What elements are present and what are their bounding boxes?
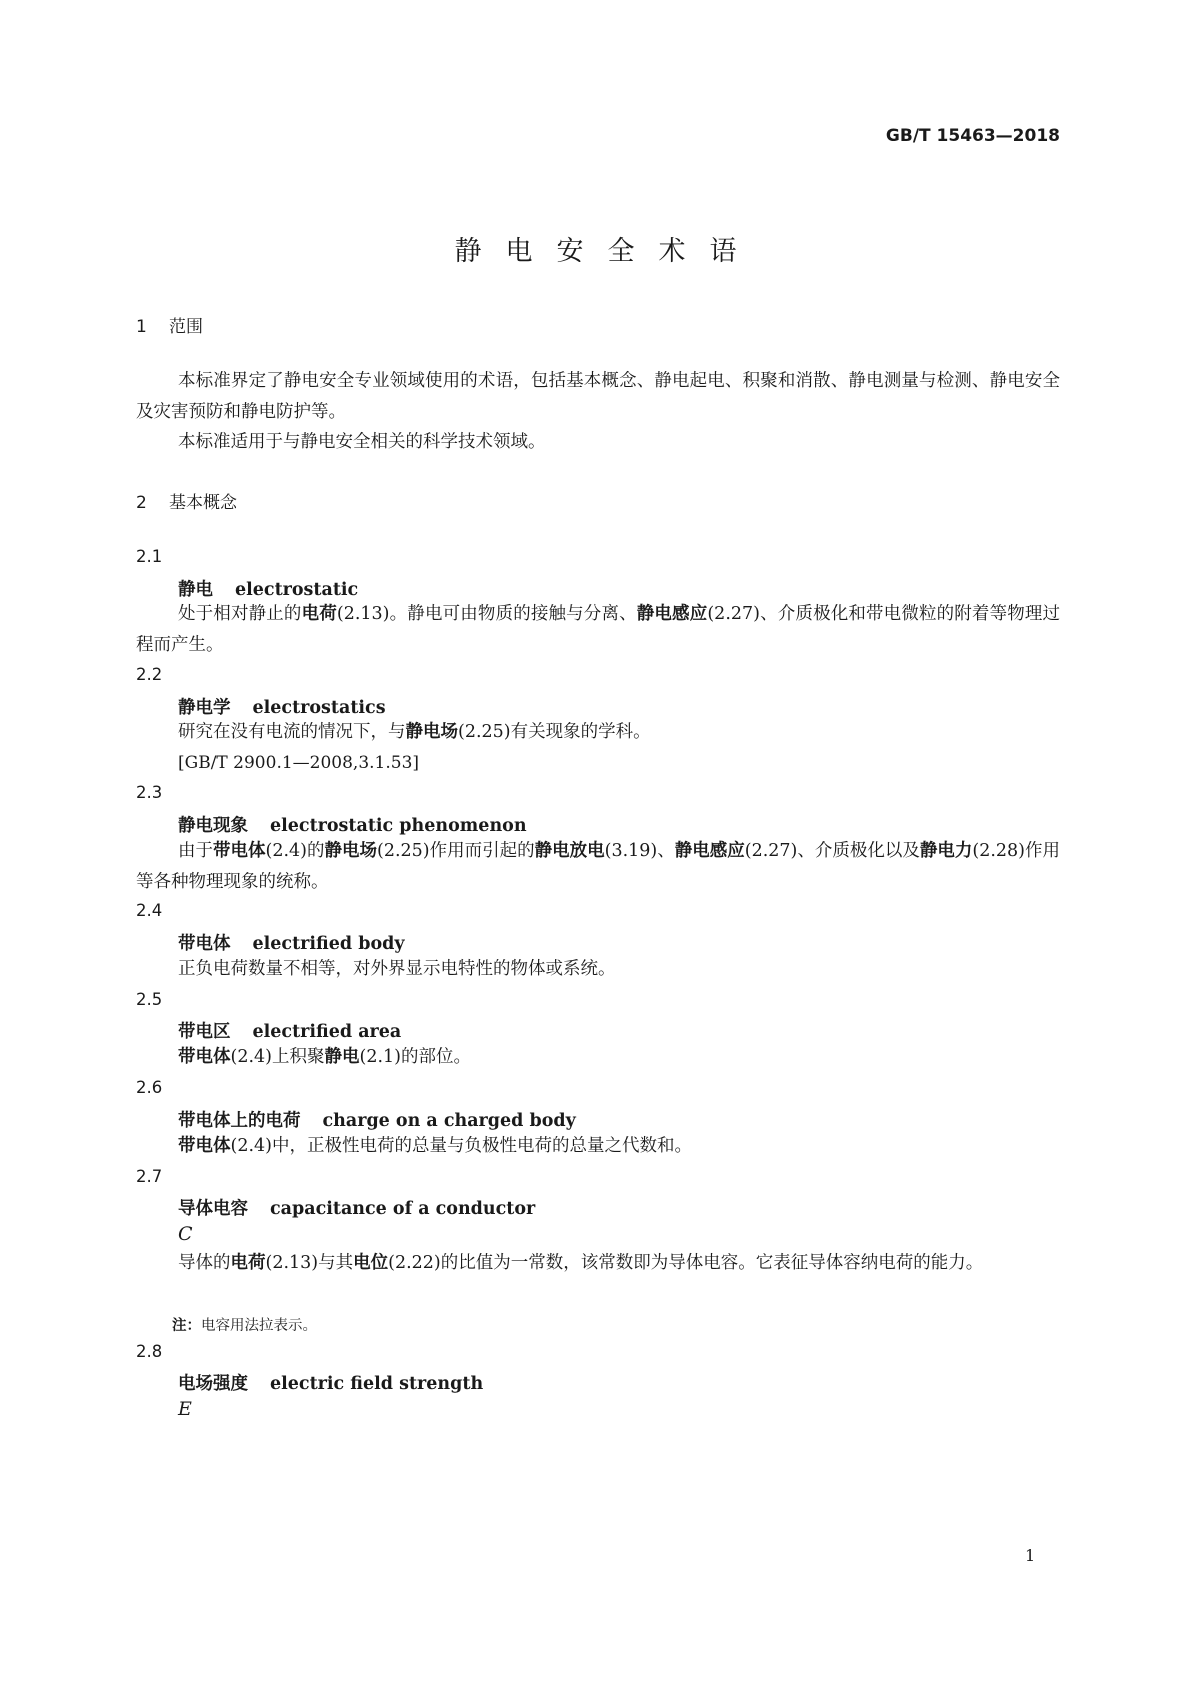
term-definition — [136, 1131, 1060, 1162]
definition-text: 正负电荷数量不相等，对外界显示电特性的物体或系统。 — [178, 959, 616, 979]
page-number: 1 — [1025, 1546, 1036, 1565]
standard-number: GB/T 15463—2018 — [885, 126, 1060, 146]
term-number: 2.4 — [136, 901, 163, 920]
definition-text: (2.13)。静电可由物质的接触与分离、 — [336, 604, 637, 624]
note-text: 电容用法拉表示。 — [201, 1318, 317, 1334]
cross-reference-term: 带电体 — [178, 1047, 231, 1067]
section-heading-basic-concepts — [136, 488, 237, 513]
cross-reference-term: 静电力 — [919, 841, 973, 861]
definition-text: (2.4)的 — [265, 841, 325, 861]
definition-text: 由于 — [178, 841, 213, 861]
term-number: 2.2 — [136, 665, 163, 684]
section-title: 范围 — [169, 317, 203, 337]
definition-text: (2.25)有关现象的学科。 — [458, 722, 651, 742]
term-symbol: C — [178, 1223, 193, 1245]
term-chinese: 静电 — [178, 580, 213, 600]
term-number: 2.7 — [136, 1167, 163, 1186]
scope-paragraph-1: 本标准界定了静电安全专业领域使用的术语，包括基本概念、静电起电、积聚和消散、静电测量与检测、静电安全及灾害预防和静电防护等。 — [136, 371, 1060, 422]
definition-text: (3.19)、 — [604, 841, 675, 861]
cross-reference-term: 电荷 — [301, 604, 337, 624]
definition-text: (2.13)与其 — [265, 1253, 354, 1273]
definition-text: (2.27)、介质极化以及 — [744, 841, 920, 861]
term-english: electric field strength — [270, 1374, 484, 1394]
term-chinese: 带电体上的电荷 — [178, 1111, 301, 1131]
term-chinese: 带电体 — [178, 934, 231, 954]
section-number: 2 — [136, 493, 147, 513]
definition-text: 研究在没有电流的情况下，与 — [178, 722, 406, 742]
term-number: 2.1 — [136, 547, 163, 566]
cross-reference-term: 静电放电 — [534, 841, 605, 861]
term-english: capacitance of a conductor — [270, 1199, 536, 1219]
section-heading-scope — [136, 312, 203, 337]
definition-text: (2.1)的部位。 — [359, 1047, 471, 1067]
cross-reference-term: 静电 — [324, 1047, 360, 1067]
cross-reference-term: 静电感应 — [636, 604, 708, 624]
term-definition — [136, 954, 1060, 985]
cross-reference-term: 静电感应 — [674, 841, 745, 861]
term-chinese: 电场强度 — [178, 1374, 248, 1394]
definition-text: (2.28)作用等各种物理现象的统称。 — [136, 841, 1060, 892]
term-heading — [178, 1018, 401, 1043]
term-reference: [GB/T 2900.1—2008,3.1.53] — [178, 753, 420, 773]
cross-reference-term: 带电体 — [178, 1136, 231, 1156]
term-heading — [178, 1370, 483, 1395]
definition-text: 处于相对静止的 — [178, 604, 302, 624]
definition-text: (2.4)上积聚 — [230, 1047, 325, 1067]
term-heading — [178, 576, 358, 601]
cross-reference-term: 静电场 — [324, 841, 377, 861]
section-number: 1 — [136, 317, 147, 337]
term-chinese: 静电现象 — [178, 816, 248, 836]
cross-reference-term: 带电体 — [213, 841, 266, 861]
term-heading — [178, 1195, 535, 1220]
document-title: 静电安全术语 — [454, 236, 761, 267]
cross-reference-term: 电位 — [353, 1253, 389, 1273]
term-chinese: 静电学 — [178, 698, 231, 718]
definition-text: 导体的 — [178, 1253, 231, 1273]
definition-text: (2.27)、介质极化和带电微粒的附着等物理过程而产生。 — [136, 604, 1061, 655]
term-note — [172, 1314, 317, 1335]
cross-reference-term: 电荷 — [230, 1253, 266, 1273]
term-definition — [136, 1042, 1060, 1073]
term-number: 2.8 — [136, 1342, 163, 1361]
term-number: 2.5 — [136, 990, 163, 1009]
term-symbol: E — [178, 1398, 192, 1420]
definition-text: (2.25)作用而引起的 — [377, 841, 535, 861]
definition-text: (2.4)中，正极性电荷的总量与负极性电荷的总量之代数和。 — [230, 1136, 692, 1156]
term-heading — [178, 812, 527, 837]
scope-paragraph-2: 本标准适用于与静电安全相关的科学技术领域。 — [178, 432, 546, 452]
term-english: electrostatic — [235, 580, 359, 600]
term-definition — [136, 836, 1060, 898]
term-number: 2.6 — [136, 1078, 163, 1097]
note-label: 注： — [172, 1318, 201, 1334]
section-title: 基本概念 — [169, 493, 237, 513]
term-english: charge on a charged body — [322, 1111, 576, 1131]
term-definition — [136, 717, 1060, 748]
term-english: electrostatics — [252, 698, 386, 718]
term-heading — [178, 694, 386, 719]
term-heading — [178, 1107, 576, 1132]
cross-reference-term: 静电场 — [405, 722, 458, 742]
term-definition — [136, 599, 1060, 661]
definition-text: (2.22)的比值为一常数，该常数即为导体电容。它表征导体容纳电荷的能力。 — [388, 1253, 984, 1273]
term-heading — [178, 930, 405, 955]
term-number: 2.3 — [136, 783, 163, 802]
term-english: electrified body — [252, 934, 405, 954]
term-chinese: 导体电容 — [178, 1199, 248, 1219]
term-definition — [136, 1248, 1060, 1279]
term-english: electrified area — [252, 1022, 402, 1042]
term-chinese: 带电区 — [178, 1022, 231, 1042]
term-english: electrostatic phenomenon — [270, 816, 527, 836]
